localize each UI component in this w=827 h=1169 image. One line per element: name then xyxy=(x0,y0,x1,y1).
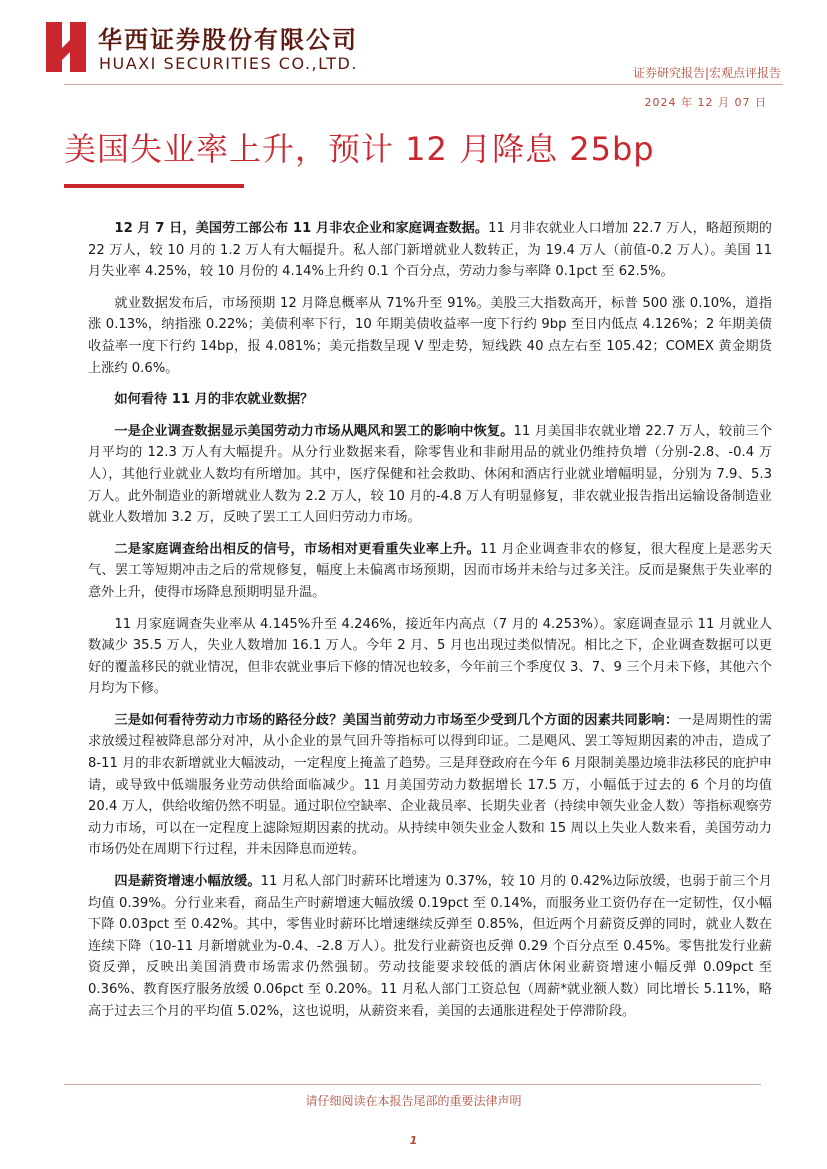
company-name-en: HUAXI SECURITIES CO.,LTD. xyxy=(99,54,358,73)
paragraph-text: 11 月非农就业人口增加 22.7 万人，略超预期的 22 万人，较 10 月的 1.2 万人有大幅提升。私人部门新增就业人数转正，为 19.4 万人（前值-0.2 万人）。美国 11 月失业率 4.25%，较 10 月份的 4.14%上升约 0.1 个百分点，劳动力参与率降 0.1pct 至 62.5%。 xyxy=(88,221,772,280)
report-body xyxy=(88,218,772,1032)
paragraph-lead: 三是如何看待劳动力市场的路径分歧？美国当前劳动力市场至少受到几个方面的因素共同影响： xyxy=(114,712,679,728)
paragraph xyxy=(88,218,772,283)
paragraph-lead: 一是企业调查数据显示美国劳动力市场从飓风和罢工的影响中恢复。 xyxy=(114,423,514,439)
paragraph xyxy=(88,871,772,1022)
paragraph xyxy=(88,539,772,604)
company-name-cn: 华西证券股份有限公司 xyxy=(98,26,358,54)
paragraph-text: 11 月私人部门时薪环比增速为 0.37%，较 10 月的 0.42%边际放缓，也弱于前三个月均值 0.39%。分行业来看，商品生产时薪增速大幅放缓 0.19pct 至 0.14%，而服务业工资仍存在一定韧性，仅小幅下降 0.03pct 至 0.42%。其中，零售业时薪环比增速继续反弹至 0.85%，但近两个月薪资反弹的同时，就业人数在连续下降（10-11 月新增就业为-0.4、-2.8 万人）。批发行业薪资也反弹 0.29 个百分点至 0.45%。零售批发行业薪资反弹，反映出美国消费市场需求仍然强韧。劳动技能要求较低的酒店休闲业薪资增速小幅反弹 0.09pct 至 0.36%、教育医疗服务放缓 0.06pct 至 0.20%。11 月私人部门工资总包（周薪*就业额人数）同比增长 5.11%，略高于过去三个月的平均值 5.02%，这也说明，从薪资来看，美国的去通胀进程处于停滞阶段。 xyxy=(88,874,772,1019)
header-divider xyxy=(64,84,783,85)
paragraph xyxy=(88,710,772,861)
paragraph xyxy=(88,614,772,700)
footer-divider xyxy=(64,1084,761,1085)
section-question xyxy=(88,389,772,411)
paragraph-lead: 二是家庭调查给出相反的信号，市场相对更看重失业率上升。 xyxy=(114,541,481,557)
report-date: 2024 年 12 月 07 日 xyxy=(644,96,767,109)
paragraph xyxy=(88,293,772,379)
paragraph-text: 就业数据发布后，市场预期 12 月降息概率从 71%升至 91%。美股三大指数高开，标普 500 涨 0.10%，道指涨 0.13%，纳指涨 0.22%；美债利率下行，10 年期美债收益率一度下行约 9bp 至日内低点 4.126%；2 年期美债收益率一度下行约 14bp，报 4.081%；美元指数呈现 V 型走势，短线跌 40 点左右至 105.42；COMEX 黄金期货上涨约 0.6%。 xyxy=(88,295,772,376)
report-title: 美国失业率上升，预计 12 月降息 25bp xyxy=(64,130,655,168)
legal-disclaimer-note: 请仔细阅读在本报告尾部的重要法律声明 xyxy=(305,1094,522,1108)
page-number: 1 xyxy=(409,1134,418,1147)
huaxi-logo-icon xyxy=(44,18,88,74)
title-underline xyxy=(64,184,244,188)
paragraph-text: 11 月企业调查非农的修复，很大程度上是恶劣天气、罢工等短期冲击之后的常规修复，幅度上未偏离市场预期，因而市场并未给与过多关注。反而是聚焦于失业率的意外上升，使得市场降息预期明显升温。 xyxy=(88,541,772,600)
paragraph-lead: 12 月 7 日，美国劳工部公布 11 月非农企业和家庭调查数据。 xyxy=(114,221,489,236)
report-type-label: 证券研究报告|宏观点评报告 xyxy=(632,66,781,80)
paragraph-lead: 如何看待 11 月的非农就业数据？ xyxy=(114,392,314,408)
paragraph-lead: 四是薪资增速小幅放缓。 xyxy=(114,874,261,890)
paragraph-text: 一是周期性的需求放缓过程被降息部分对冲，从小企业的景气回升等指标可以得到印证。二是飓风、罢工等短期因素的冲击，造成了 8-11 月的非农新增就业大幅波动，一定程度上掩盖了趋势。三是拜登政府在今年 6 月限制美墨边境非法移民的庇护申请，或导致中低端服务业劳动供给面临减少。11 月美国劳动力数据增长 17.5 万，小幅低于过去的 6 个月的均值 20.4 万人，供给收缩仍然不明显。通过职位空缺率、企业裁员率、长期失业者（持续申领失业金人数）等指标观察劳动力市场，可以在一定程度上滤除短期因素的扰动。从持续申领失业金人数和 15 周以上失业人数来看，美国劳动力市场仍处在周期下行过程，并未因降息而逆转。 xyxy=(88,712,773,858)
paragraph-text: 11 月美国非农就业增 22.7 万人，较前三个月平均的 12.3 万人有大幅提升。从分行业数据来看，除零售业和非耐用品的就业仍维持负增（分别-2.8、-0.4 万人），其他行业就业人数均有所增加。其中，医疗保健和社会救助、休闲和酒店行业就业增幅明显，分别为 7.9、5.3 万人。此外制造业的新增就业人数为 2.2 万人，较 10 月的-4.8 万人有明显修复，非农就业报告指出运输设备制造业就业人数增加 3.2 万，反映了罢工工人回归劳动力市场。 xyxy=(88,423,773,526)
paragraph-text: 11 月家庭调查失业率从 4.145%升至 4.246%，接近年内高点（7 月的 4.253%）。家庭调查显示 11 月就业人数减少 35.5 万人，失业人数增加 16.1 万人。今年 2 月、5 月也出现过类似情况。相比之下，企业调查数据可以更好的覆盖移民的就业情况，但非农就业事后下修的情况也较多，今年前三个季度仅 3、7、9 三个月未下修，其他六个月均为下修。 xyxy=(88,616,772,697)
paragraph xyxy=(88,421,772,529)
